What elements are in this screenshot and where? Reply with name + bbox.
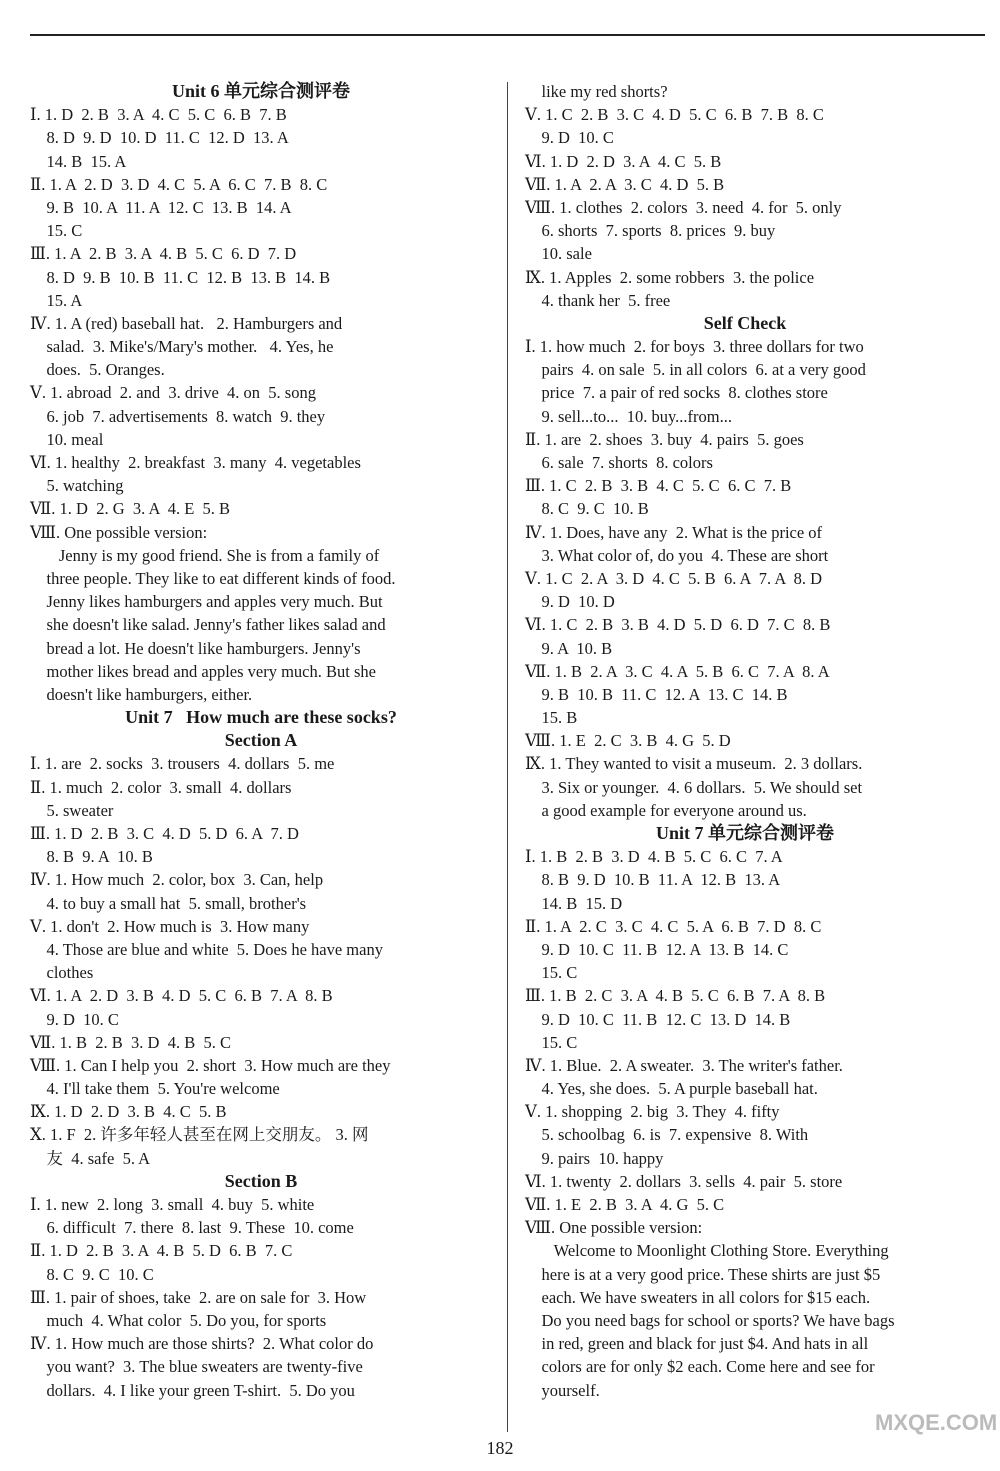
answer-line: Ⅸ. 1. They wanted to visit a museum. 2. 3 dollars. xyxy=(525,754,863,774)
answer-line: Jenny is my good friend. She is from a family of xyxy=(30,545,380,565)
answer-line: 4. Yes, she does. 5. A purple baseball hat. xyxy=(525,1079,818,1099)
top-rule xyxy=(30,34,985,36)
answer-line: 友 4. safe 5. A xyxy=(30,1148,151,1168)
answer-line: 8. B 9. A 10. B xyxy=(30,847,153,867)
answer-line: yourself. xyxy=(525,1380,600,1400)
answer-line: like my red shorts? xyxy=(525,82,668,101)
answer-line: Ⅰ. 1. how much 2. for boys 3. three dollars for two xyxy=(525,337,864,357)
section-heading: Section B xyxy=(224,1170,298,1191)
answer-line: doesn't like hamburgers, either. xyxy=(30,684,253,704)
answer-line: mother likes bread and apples very much. But she xyxy=(30,661,376,681)
answer-line: 9. D 10. C xyxy=(525,128,614,148)
answer-line: Ⅴ. 1. shopping 2. big 3. They 4. fifty xyxy=(525,1102,780,1122)
answer-line: Ⅷ. 1. E 2. C 3. B 4. G 5. D xyxy=(525,731,731,751)
answer-line: Ⅶ. 1. A 2. A 3. C 4. D 5. B xyxy=(525,174,725,194)
answer-line: Do you need bags for school or sports? We have bags xyxy=(525,1310,895,1330)
answer-line: 9. D 10. D xyxy=(525,592,615,612)
answer-line: Ⅲ. 1. D 2. B 3. C 4. D 5. D 6. A 7. D xyxy=(30,824,299,843)
left-column xyxy=(30,80,492,1402)
answer-line: 9. D 10. C 11. B 12. A 13. B 14. C xyxy=(525,939,789,959)
answer-line: Ⅵ. 1. twenty 2. dollars 3. sells 4. pair 5. store xyxy=(525,1171,843,1191)
answer-line: Ⅲ. 1. pair of shoes, take 2. are on sale for 3. How xyxy=(30,1287,367,1307)
answer-line: 10. sale xyxy=(525,244,592,264)
answer-line: colors are for only $2 each. Come here and see for xyxy=(525,1357,875,1377)
answer-line: Ⅵ. 1. D 2. D 3. A 4. C 5. B xyxy=(525,151,722,171)
answer-line: Ⅴ. 1. don't 2. How much is 3. How many xyxy=(30,916,310,936)
watermark-logo: MXQE.COM xyxy=(875,1410,998,1435)
answer-line: Ⅰ. 1. B 2. B 3. D 4. B 5. C 6. C 7. A xyxy=(525,847,783,867)
answer-line: 9. D 10. C 11. B 12. C 13. D 14. B xyxy=(525,1009,791,1029)
answer-line: Ⅰ. 1. D 2. B 3. A 4. C 5. C 6. B 7. B xyxy=(30,105,287,125)
answer-line: 15. C xyxy=(525,1032,578,1052)
answer-line: Ⅶ. 1. B 2. B 3. D 4. B 5. C xyxy=(30,1032,231,1052)
answer-line: 6. job 7. advertisements 8. watch 9. they xyxy=(30,406,326,426)
answer-line: much 4. What color 5. Do you, for sports xyxy=(30,1310,327,1330)
answer-line: Ⅵ. 1. A 2. D 3. B 4. D 5. C 6. B 7. A 8. B xyxy=(30,986,333,1006)
answer-line: 9. pairs 10. happy xyxy=(525,1148,664,1168)
answer-line: Ⅴ. 1. C 2. A 3. D 4. C 5. B 6. A 7. A 8. D xyxy=(525,568,823,588)
answer-line: 8. C 9. C 10. B xyxy=(525,499,649,519)
answer-line: you want? 3. The blue sweaters are twenty-five xyxy=(30,1357,363,1377)
right-column xyxy=(525,80,965,1402)
answer-line: price 7. a pair of red socks 8. clothes store xyxy=(525,383,828,403)
answer-line: Ⅸ. 1. D 2. D 3. B 4. C 5. B xyxy=(30,1102,227,1122)
answer-line: 15. C xyxy=(30,221,83,241)
answer-line: Ⅲ. 1. C 2. B 3. B 4. C 5. C 6. C 7. B xyxy=(525,476,792,496)
answer-line: 8. B 9. D 10. B 11. A 12. B 13. A xyxy=(525,870,781,890)
answer-line: 14. B 15. A xyxy=(30,151,127,171)
answer-line: she doesn't like salad. Jenny's father likes salad and xyxy=(30,615,386,635)
page-number: 182 xyxy=(486,1438,514,1458)
answer-line: 4. to buy a small hat 5. small, brother's xyxy=(30,893,307,913)
answer-line: Ⅳ. 1. How much 2. color, box 3. Can, help xyxy=(30,870,324,890)
answer-line: Welcome to Moonlight Clothing Store. Everything xyxy=(525,1241,889,1261)
answer-line: Ⅱ. 1. D 2. B 3. A 4. B 5. D 6. B 7. C xyxy=(30,1241,293,1261)
answer-line: Ⅰ. 1. are 2. socks 3. trousers 4. dollars 5. me xyxy=(30,754,335,774)
section-heading: Unit 6 单元综合测评卷 xyxy=(171,81,350,101)
section-heading: Self Check xyxy=(703,312,787,333)
answer-line: 8. D 9. B 10. B 11. C 12. B 13. B 14. B xyxy=(30,267,331,287)
answer-line: a good example for everyone around us. xyxy=(525,800,807,820)
answer-line: each. We have sweaters in all colors for $15 each. xyxy=(525,1287,871,1307)
answer-line: 9. sell...to... 10. buy...from... xyxy=(525,406,732,426)
answer-line: 15. B xyxy=(525,708,578,728)
answer-line: 6. shorts 7. sports 8. prices 9. buy xyxy=(525,221,776,241)
column-divider xyxy=(507,82,508,1432)
answer-line: does. 5. Oranges. xyxy=(30,360,165,380)
answer-line: 15. A xyxy=(30,290,83,310)
answer-line: Ⅷ. One possible version: xyxy=(525,1218,703,1238)
answer-line: Ⅹ. 1. F 2. 许多年轻人甚至在网上交朋友。 3. 网 xyxy=(30,1125,369,1145)
answer-line: 3. Six or younger. 4. 6 dollars. 5. We should set xyxy=(525,777,863,797)
answer-line: dollars. 4. I like your green T-shirt. 5. Do you xyxy=(30,1380,355,1400)
answer-line: Ⅷ. One possible version: xyxy=(30,522,208,542)
answer-line: Ⅱ. 1. are 2. shoes 3. buy 4. pairs 5. goes xyxy=(525,429,804,449)
answer-line: 9. B 10. B 11. C 12. A 13. C 14. B xyxy=(525,684,788,704)
answer-line: 5. watching xyxy=(30,476,124,496)
answer-line: 6. sale 7. shorts 8. colors xyxy=(525,453,713,472)
answer-line: Ⅴ. 1. C 2. B 3. C 4. D 5. C 6. B 7. B 8. C xyxy=(525,105,824,125)
answer-line: 4. I'll take them 5. You're welcome xyxy=(30,1079,280,1099)
answer-line: 15. C xyxy=(525,963,578,983)
answer-line: Ⅵ. 1. healthy 2. breakfast 3. many 4. vegetables xyxy=(30,453,361,472)
answer-line: 9. A 10. B xyxy=(525,638,613,658)
answer-line: Jenny likes hamburgers and apples very much. But xyxy=(30,592,383,612)
answer-line: Ⅷ. 1. clothes 2. colors 3. need 4. for 5. only xyxy=(525,197,842,217)
answer-line: 8. D 9. D 10. D 11. C 12. D 13. A xyxy=(30,128,289,148)
answer-line: Ⅷ. 1. Can I help you 2. short 3. How much are they xyxy=(30,1055,391,1075)
answer-line: Ⅳ. 1. How much are those shirts? 2. What color do xyxy=(30,1334,374,1354)
answer-line: 10. meal xyxy=(30,429,104,449)
answer-line: clothes xyxy=(30,963,94,983)
answer-line: 14. B 15. D xyxy=(525,893,623,913)
answer-line: Ⅶ. 1. B 2. A 3. C 4. A 5. B 6. C 7. A 8. A xyxy=(525,661,830,681)
answer-line: Ⅰ. 1. new 2. long 3. small 4. buy 5. white xyxy=(30,1195,315,1214)
answer-line: 9. D 10. C xyxy=(30,1009,119,1029)
answer-line: 9. B 10. A 11. A 12. C 13. B 14. A xyxy=(30,197,292,217)
answer-line: here is at a very good price. These shirts are just $5 xyxy=(525,1264,881,1284)
answer-line: 3. What color of, do you 4. These are short xyxy=(525,545,829,565)
answer-line: 4. thank her 5. free xyxy=(525,290,671,310)
answer-line: Ⅸ. 1. Apples 2. some robbers 3. the police xyxy=(525,267,815,287)
answer-line: 5. sweater xyxy=(30,800,114,820)
answer-line: three people. They like to eat different kinds of food. xyxy=(30,568,396,588)
answer-line: 6. difficult 7. there 8. last 9. These 10. come xyxy=(30,1218,354,1238)
answer-line: Ⅳ. 1. A (red) baseball hat. 2. Hamburgers and xyxy=(30,313,343,333)
answer-line: 5. schoolbag 6. is 7. expensive 8. With xyxy=(525,1125,809,1145)
answer-line: Ⅶ. 1. D 2. G 3. A 4. E 5. B xyxy=(30,499,231,519)
section-heading: Unit 7 How much are these socks? xyxy=(125,707,397,728)
answer-line: Ⅴ. 1. abroad 2. and 3. drive 4. on 5. song xyxy=(30,383,316,403)
answer-line: Ⅲ. 1. B 2. C 3. A 4. B 5. C 6. B 7. A 8. B xyxy=(525,986,826,1006)
section-heading: Section A xyxy=(224,730,298,751)
answer-line: Ⅵ. 1. C 2. B 3. B 4. D 5. D 6. D 7. C 8. B xyxy=(525,615,831,635)
answer-line: Ⅳ. 1. Does, have any 2. What is the price of xyxy=(525,522,823,542)
answer-line: pairs 4. on sale 5. in all colors 6. at a very good xyxy=(525,360,866,380)
answer-line: 4. Those are blue and white 5. Does he have many xyxy=(30,939,383,959)
answer-line: 8. C 9. C 10. C xyxy=(30,1264,154,1284)
answer-line: Ⅲ. 1. A 2. B 3. A 4. B 5. C 6. D 7. D xyxy=(30,244,297,264)
answer-line: Ⅱ. 1. A 2. D 3. D 4. C 5. A 6. C 7. B 8. C xyxy=(30,174,328,194)
answer-line: salad. 3. Mike's/Mary's mother. 4. Yes, he xyxy=(30,337,334,357)
answer-line: in red, green and black for just $4. And hats in all xyxy=(525,1334,869,1354)
answer-line: Ⅱ. 1. much 2. color 3. small 4. dollars xyxy=(30,777,292,797)
answer-line: bread a lot. He doesn't like hamburgers. Jenny's xyxy=(30,638,361,658)
section-heading: Unit 7 单元综合测评卷 xyxy=(655,823,834,843)
answer-line: Ⅳ. 1. Blue. 2. A sweater. 3. The writer's father. xyxy=(525,1055,843,1075)
answer-line: Ⅶ. 1. E 2. B 3. A 4. G 5. C xyxy=(525,1195,725,1214)
answer-line: Ⅱ. 1. A 2. C 3. C 4. C 5. A 6. B 7. D 8. C xyxy=(525,916,822,936)
